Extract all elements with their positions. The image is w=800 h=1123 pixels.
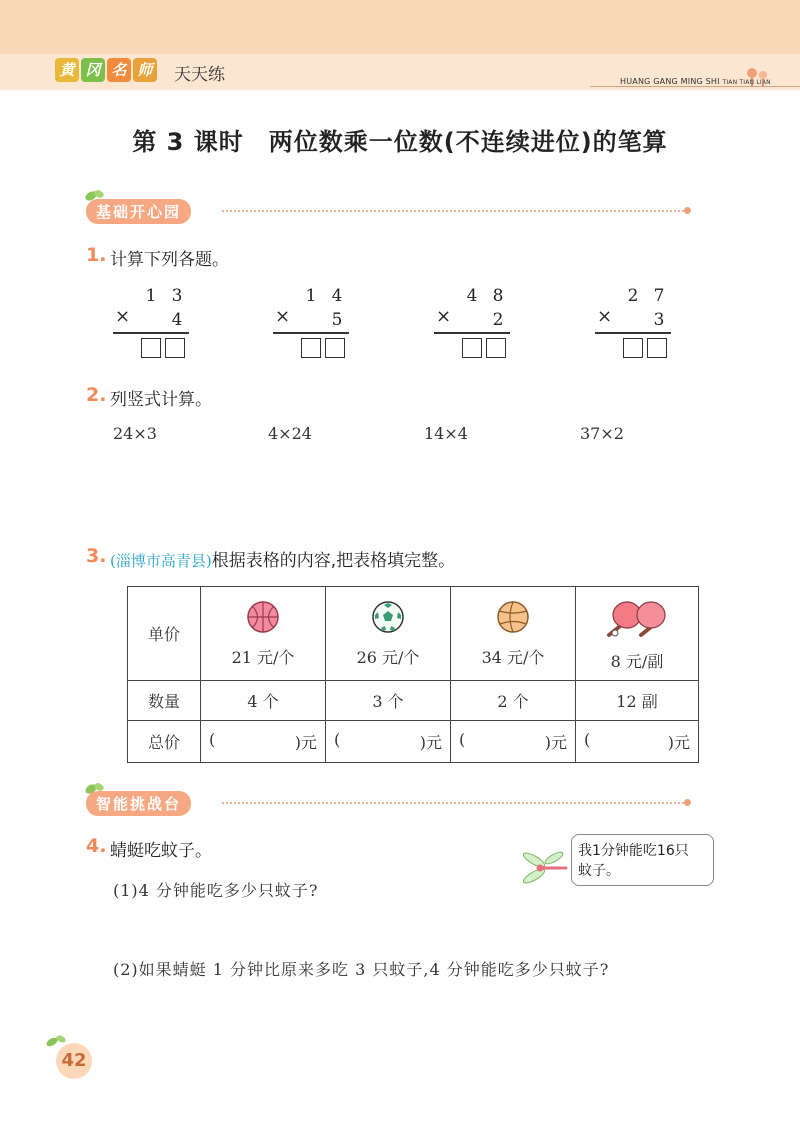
answer-line <box>113 332 189 334</box>
question-source: (淄博市高青县) <box>110 552 212 570</box>
question-number: 4. <box>86 835 107 857</box>
sub-question: (2)如果蜻蜓 1 分钟比原来多吃 3 只蚊子,4 分钟能吃多少只蚊子? <box>113 960 610 979</box>
question-number: 3. <box>86 545 107 567</box>
pinyin-main: HUANG GANG MING SHI <box>620 77 720 86</box>
answer-box[interactable] <box>462 338 482 358</box>
quantity-cell: 3 个 <box>326 681 451 721</box>
soccer-ball-icon <box>370 599 406 635</box>
total-answer-cell[interactable] <box>201 721 326 763</box>
table-row <box>128 721 699 763</box>
table-row <box>128 587 699 681</box>
answer-box[interactable] <box>165 338 185 358</box>
expression: 4×24 <box>268 424 312 443</box>
answer-box[interactable] <box>647 338 667 358</box>
paren-close: )元 <box>667 733 690 752</box>
answer-box[interactable] <box>141 338 161 358</box>
paren-open: ( <box>209 730 216 749</box>
bubble-line: 蚊子。 <box>578 863 620 879</box>
times-sign: × <box>115 306 131 327</box>
digit-ones: 8 <box>492 286 504 306</box>
volleyball-icon <box>495 599 531 635</box>
paren-open: ( <box>584 730 591 749</box>
answer-line <box>595 332 671 334</box>
brand-logo <box>55 58 159 84</box>
logo-char: 师 <box>133 58 157 82</box>
question-number: 1. <box>86 244 107 266</box>
quantity-cell: 2 个 <box>451 681 576 721</box>
paren-close: )元 <box>294 733 317 752</box>
total-answer-cell[interactable] <box>326 721 451 763</box>
question-text <box>110 546 455 571</box>
question-number: 2. <box>86 384 107 406</box>
multiplier: 3 <box>653 310 665 330</box>
logo-char: 黄 <box>55 58 79 82</box>
digit-tens: 1 <box>145 286 157 306</box>
vertical-problem <box>113 284 193 364</box>
price-cell <box>326 587 451 681</box>
row-label: 总价 <box>128 721 201 763</box>
answer-box[interactable] <box>623 338 643 358</box>
digit-ones: 4 <box>331 286 343 306</box>
answer-box[interactable] <box>486 338 506 358</box>
section-challenge <box>86 791 191 815</box>
unit-price: 21 元/个 <box>231 648 295 667</box>
sub-question: (1)4 分钟能吃多少只蚊子? <box>113 881 319 900</box>
tree-icon <box>744 66 770 88</box>
dotted-divider <box>222 210 684 212</box>
vertical-problem <box>273 284 353 364</box>
price-table <box>127 586 699 763</box>
row-label: 数量 <box>128 681 201 721</box>
speech-bubble <box>571 834 714 886</box>
question-text: 蜻蜓吃蚊子。 <box>110 841 212 861</box>
times-sign: × <box>436 306 452 327</box>
section-basic-label: 基础开心园 <box>86 199 191 224</box>
paren-open: ( <box>459 730 466 749</box>
divider-dot <box>684 207 691 214</box>
table-row <box>128 681 699 721</box>
question-body: 根据表格的内容,把表格填完整。 <box>211 551 456 571</box>
logo-char: 名 <box>107 58 131 82</box>
bubble-line: 我1分钟能吃16只 <box>578 843 689 859</box>
divider-dot <box>684 799 691 806</box>
row-label: 单价 <box>128 587 201 681</box>
price-cell <box>451 587 576 681</box>
section-challenge-label: 智能挑战台 <box>86 791 191 816</box>
price-cell <box>201 587 326 681</box>
total-answer-cell[interactable] <box>451 721 576 763</box>
digit-tens: 1 <box>305 286 317 306</box>
unit-price: 34 元/个 <box>481 648 545 667</box>
multiplier: 5 <box>331 310 343 330</box>
brand-subtitle: 天天练 <box>174 65 225 85</box>
total-answer-cell[interactable] <box>576 721 699 763</box>
dotted-divider <box>222 802 684 804</box>
vertical-problem <box>595 284 675 364</box>
vertical-problem <box>434 284 514 364</box>
paren-open: ( <box>334 730 341 749</box>
digit-tens: 2 <box>627 286 639 306</box>
paren-close: )元 <box>419 733 442 752</box>
pinyin-small: TIAN TIAN LIAN <box>722 79 771 86</box>
dragonfly-icon <box>520 846 568 890</box>
section-basic <box>86 199 191 223</box>
expression: 24×3 <box>113 424 157 443</box>
digit-ones: 7 <box>653 286 665 306</box>
unit-price: 8 元/副 <box>610 652 664 671</box>
basketball-icon <box>245 599 281 635</box>
question-text: 列竖式计算。 <box>110 390 212 410</box>
logo-char: 冈 <box>81 58 105 82</box>
times-sign: × <box>597 306 613 327</box>
expression: 37×2 <box>580 424 624 443</box>
quantity-cell: 4 个 <box>201 681 326 721</box>
page-number: 42 <box>56 1043 92 1079</box>
price-cell <box>576 587 699 681</box>
lesson-title: 第 3 课时 两位数乘一位数(不连续进位)的笔算 <box>132 128 668 156</box>
digit-tens: 4 <box>466 286 478 306</box>
multiplier: 4 <box>171 310 183 330</box>
multiplier: 2 <box>492 310 504 330</box>
answer-box[interactable] <box>301 338 321 358</box>
unit-price: 26 元/个 <box>356 648 420 667</box>
ping-pong-paddles-icon <box>605 595 669 639</box>
quantity-cell: 12 副 <box>576 681 699 721</box>
answer-line <box>273 332 349 334</box>
times-sign: × <box>275 306 291 327</box>
digit-ones: 3 <box>171 286 183 306</box>
question-text: 计算下列各题。 <box>110 250 229 270</box>
expression: 14×4 <box>424 424 468 443</box>
header-band <box>0 0 800 54</box>
answer-box[interactable] <box>325 338 345 358</box>
paren-close: )元 <box>544 733 567 752</box>
answer-line <box>434 332 510 334</box>
